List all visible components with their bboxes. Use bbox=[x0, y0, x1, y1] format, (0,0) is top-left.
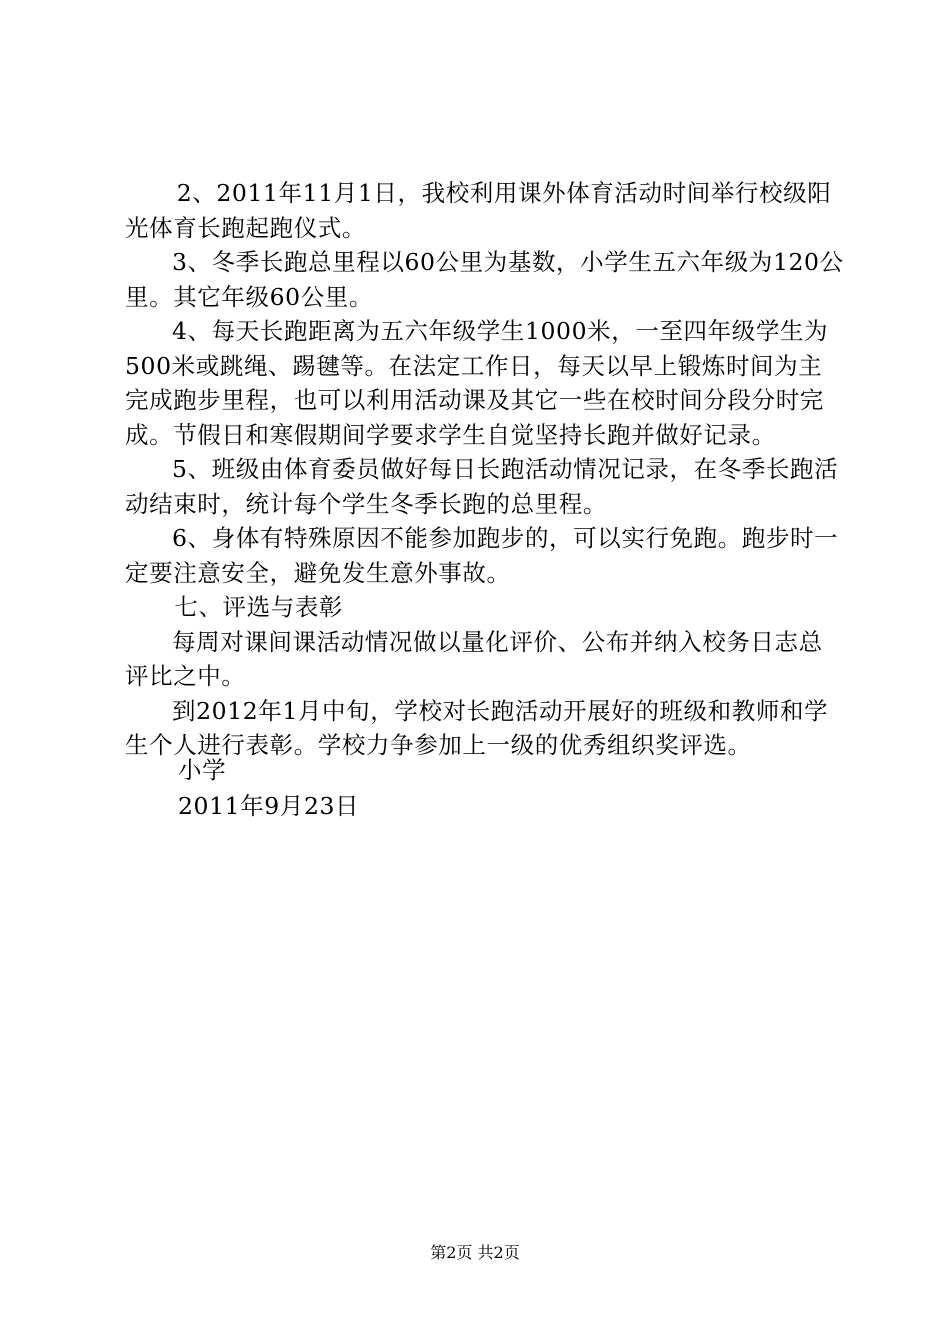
document-body bbox=[125, 176, 845, 763]
page-footer bbox=[0, 1243, 950, 1263]
paragraph-item-6: 6、身体有特殊原因不能参加跑步的，可以实行免跑。跑步时一定要注意安全，避免发生意外事故。 bbox=[125, 524, 839, 587]
paragraph-item-3: 3、冬季长跑总里程以60公里为基数，小学生五六年级为120公里。其它年级60公里。 bbox=[125, 248, 844, 311]
paragraph-commendation: 到2012年1月中旬，学校对长跑活动开展好的班级和教师和学生个人进行表彰。学校力争参加上一级的优秀组织奖评选。 bbox=[125, 696, 829, 759]
paragraph-item-5: 5、班级由体育委员做好每日长跑活动情况记录，在冬季长跑活动结束时，统计每个学生冬季长跑的总里程。 bbox=[125, 455, 839, 518]
signoff-organization: 小学 bbox=[178, 756, 227, 784]
page-number-indicator: 第2页 共2页 bbox=[430, 1243, 520, 1262]
paragraph-item-2: 2、2011年11月1日，我校利用课外体育活动时间举行校级阳光体育长跑起跑仪式。 bbox=[125, 179, 832, 242]
paragraph-item-4: 4、每天长跑距离为五六年级学生1000米，一至四年级学生为500米或跳绳、踢毽等。在法定工作日，每天以早上锻炼时间为主完成跑步里程，也可以利用活动课及其它一些在校时间分段分时完成。节假日和寒假期间学要求学生自觉坚持长跑并做好记录。 bbox=[125, 317, 829, 449]
paragraph-weekly-evaluation: 每周对课间课活动情况做以量化评价、公布并纳入校务日志总评比之中。 bbox=[125, 627, 823, 690]
section-heading-evaluation: 七、评选与表彰 bbox=[174, 593, 344, 621]
signoff-block bbox=[178, 752, 359, 824]
signoff-date: 2011年9月23日 bbox=[178, 792, 360, 820]
